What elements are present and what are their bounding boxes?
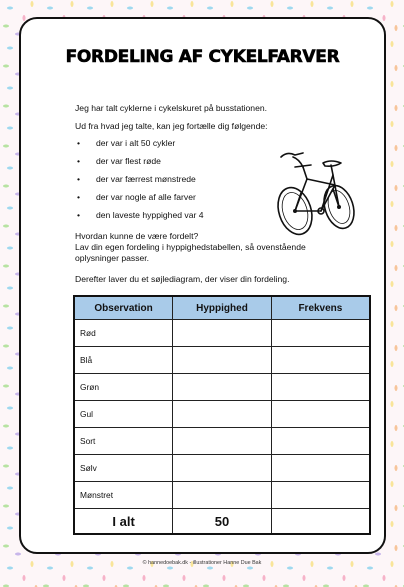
worksheet-page: [19, 17, 386, 554]
table-row: [74, 455, 370, 482]
frekvens-cell[interactable]: [271, 455, 370, 482]
bullet-icon: •: [77, 174, 81, 184]
observation-cell: Sølv: [74, 455, 173, 482]
frekvens-cell[interactable]: [271, 482, 370, 509]
frekvens-cell[interactable]: [271, 347, 370, 374]
hyppighed-cell[interactable]: [173, 347, 272, 374]
total-label: I alt: [74, 509, 173, 535]
frekvens-cell[interactable]: [271, 428, 370, 455]
bullet-icon: •: [77, 138, 81, 148]
intro-line-2: Ud fra hvad jeg talte, kan jeg fortælle dig følgende:: [75, 121, 268, 131]
total-frekvens-cell[interactable]: [271, 509, 370, 535]
observation-cell: Grøn: [74, 374, 173, 401]
table-row: [74, 374, 370, 401]
table-header-row: [74, 296, 370, 320]
list-item: [75, 156, 204, 174]
frekvens-cell[interactable]: [271, 401, 370, 428]
observation-cell: Rød: [74, 320, 173, 347]
list-item: [75, 210, 204, 228]
bicycle-illustration: [273, 145, 359, 241]
observation-cell: Gul: [74, 401, 173, 428]
question-line-4: Derefter laver du et søjlediagram, der viser din fordeling.: [75, 274, 290, 284]
observation-cell: Sort: [74, 428, 173, 455]
hyppighed-cell[interactable]: [173, 401, 272, 428]
question-line-3: oplysninger passer.: [75, 253, 150, 263]
hyppighed-cell[interactable]: [173, 320, 272, 347]
observation-cell: Mønstret: [74, 482, 173, 509]
fact-text: der var flest røde: [96, 156, 161, 166]
bullet-icon: •: [77, 192, 81, 202]
header-observation: Observation: [74, 296, 173, 320]
list-item: [75, 174, 204, 192]
question-line-2: Lav din egen fordeling i hyppighedstabellen, så ovenstående: [75, 242, 306, 252]
observation-cell: Blå: [74, 347, 173, 374]
hyppighed-cell[interactable]: [173, 374, 272, 401]
fact-text: der var nogle af alle farver: [96, 192, 196, 202]
list-item: [75, 192, 204, 210]
bullet-icon: •: [77, 210, 81, 220]
bullet-icon: •: [77, 156, 81, 166]
frekvens-cell[interactable]: [271, 320, 370, 347]
question-line-1: Hvordan kunne de være fordelt?: [75, 231, 199, 241]
table-row: [74, 428, 370, 455]
fact-list: [75, 138, 204, 228]
header-frekvens: Frekvens: [271, 296, 370, 320]
fact-text: der var i alt 50 cykler: [96, 138, 176, 148]
hyppighed-cell[interactable]: [173, 428, 272, 455]
table-row: [74, 401, 370, 428]
hyppighed-cell[interactable]: [173, 455, 272, 482]
table-row: [74, 482, 370, 509]
table-row: [74, 320, 370, 347]
fact-text: der var færrest mønstrede: [96, 174, 196, 184]
frekvens-cell[interactable]: [271, 374, 370, 401]
page-title: FORDELING AF CYKELFARVER: [65, 47, 340, 67]
header-hyppighed: Hyppighed: [173, 296, 272, 320]
fact-text: den laveste hyppighed var 4: [96, 210, 204, 220]
table-total-row: [74, 509, 370, 535]
list-item: [75, 138, 204, 156]
footer-credit: © hannedoebak.dk - illustrationer Hanne Due Bak: [142, 560, 262, 566]
hyppighed-cell[interactable]: [173, 482, 272, 509]
total-value: 50: [173, 509, 272, 535]
intro-line-1: Jeg har talt cyklerne i cykelskuret på busstationen.: [75, 103, 268, 113]
frequency-table: [73, 295, 371, 535]
table-row: [74, 347, 370, 374]
